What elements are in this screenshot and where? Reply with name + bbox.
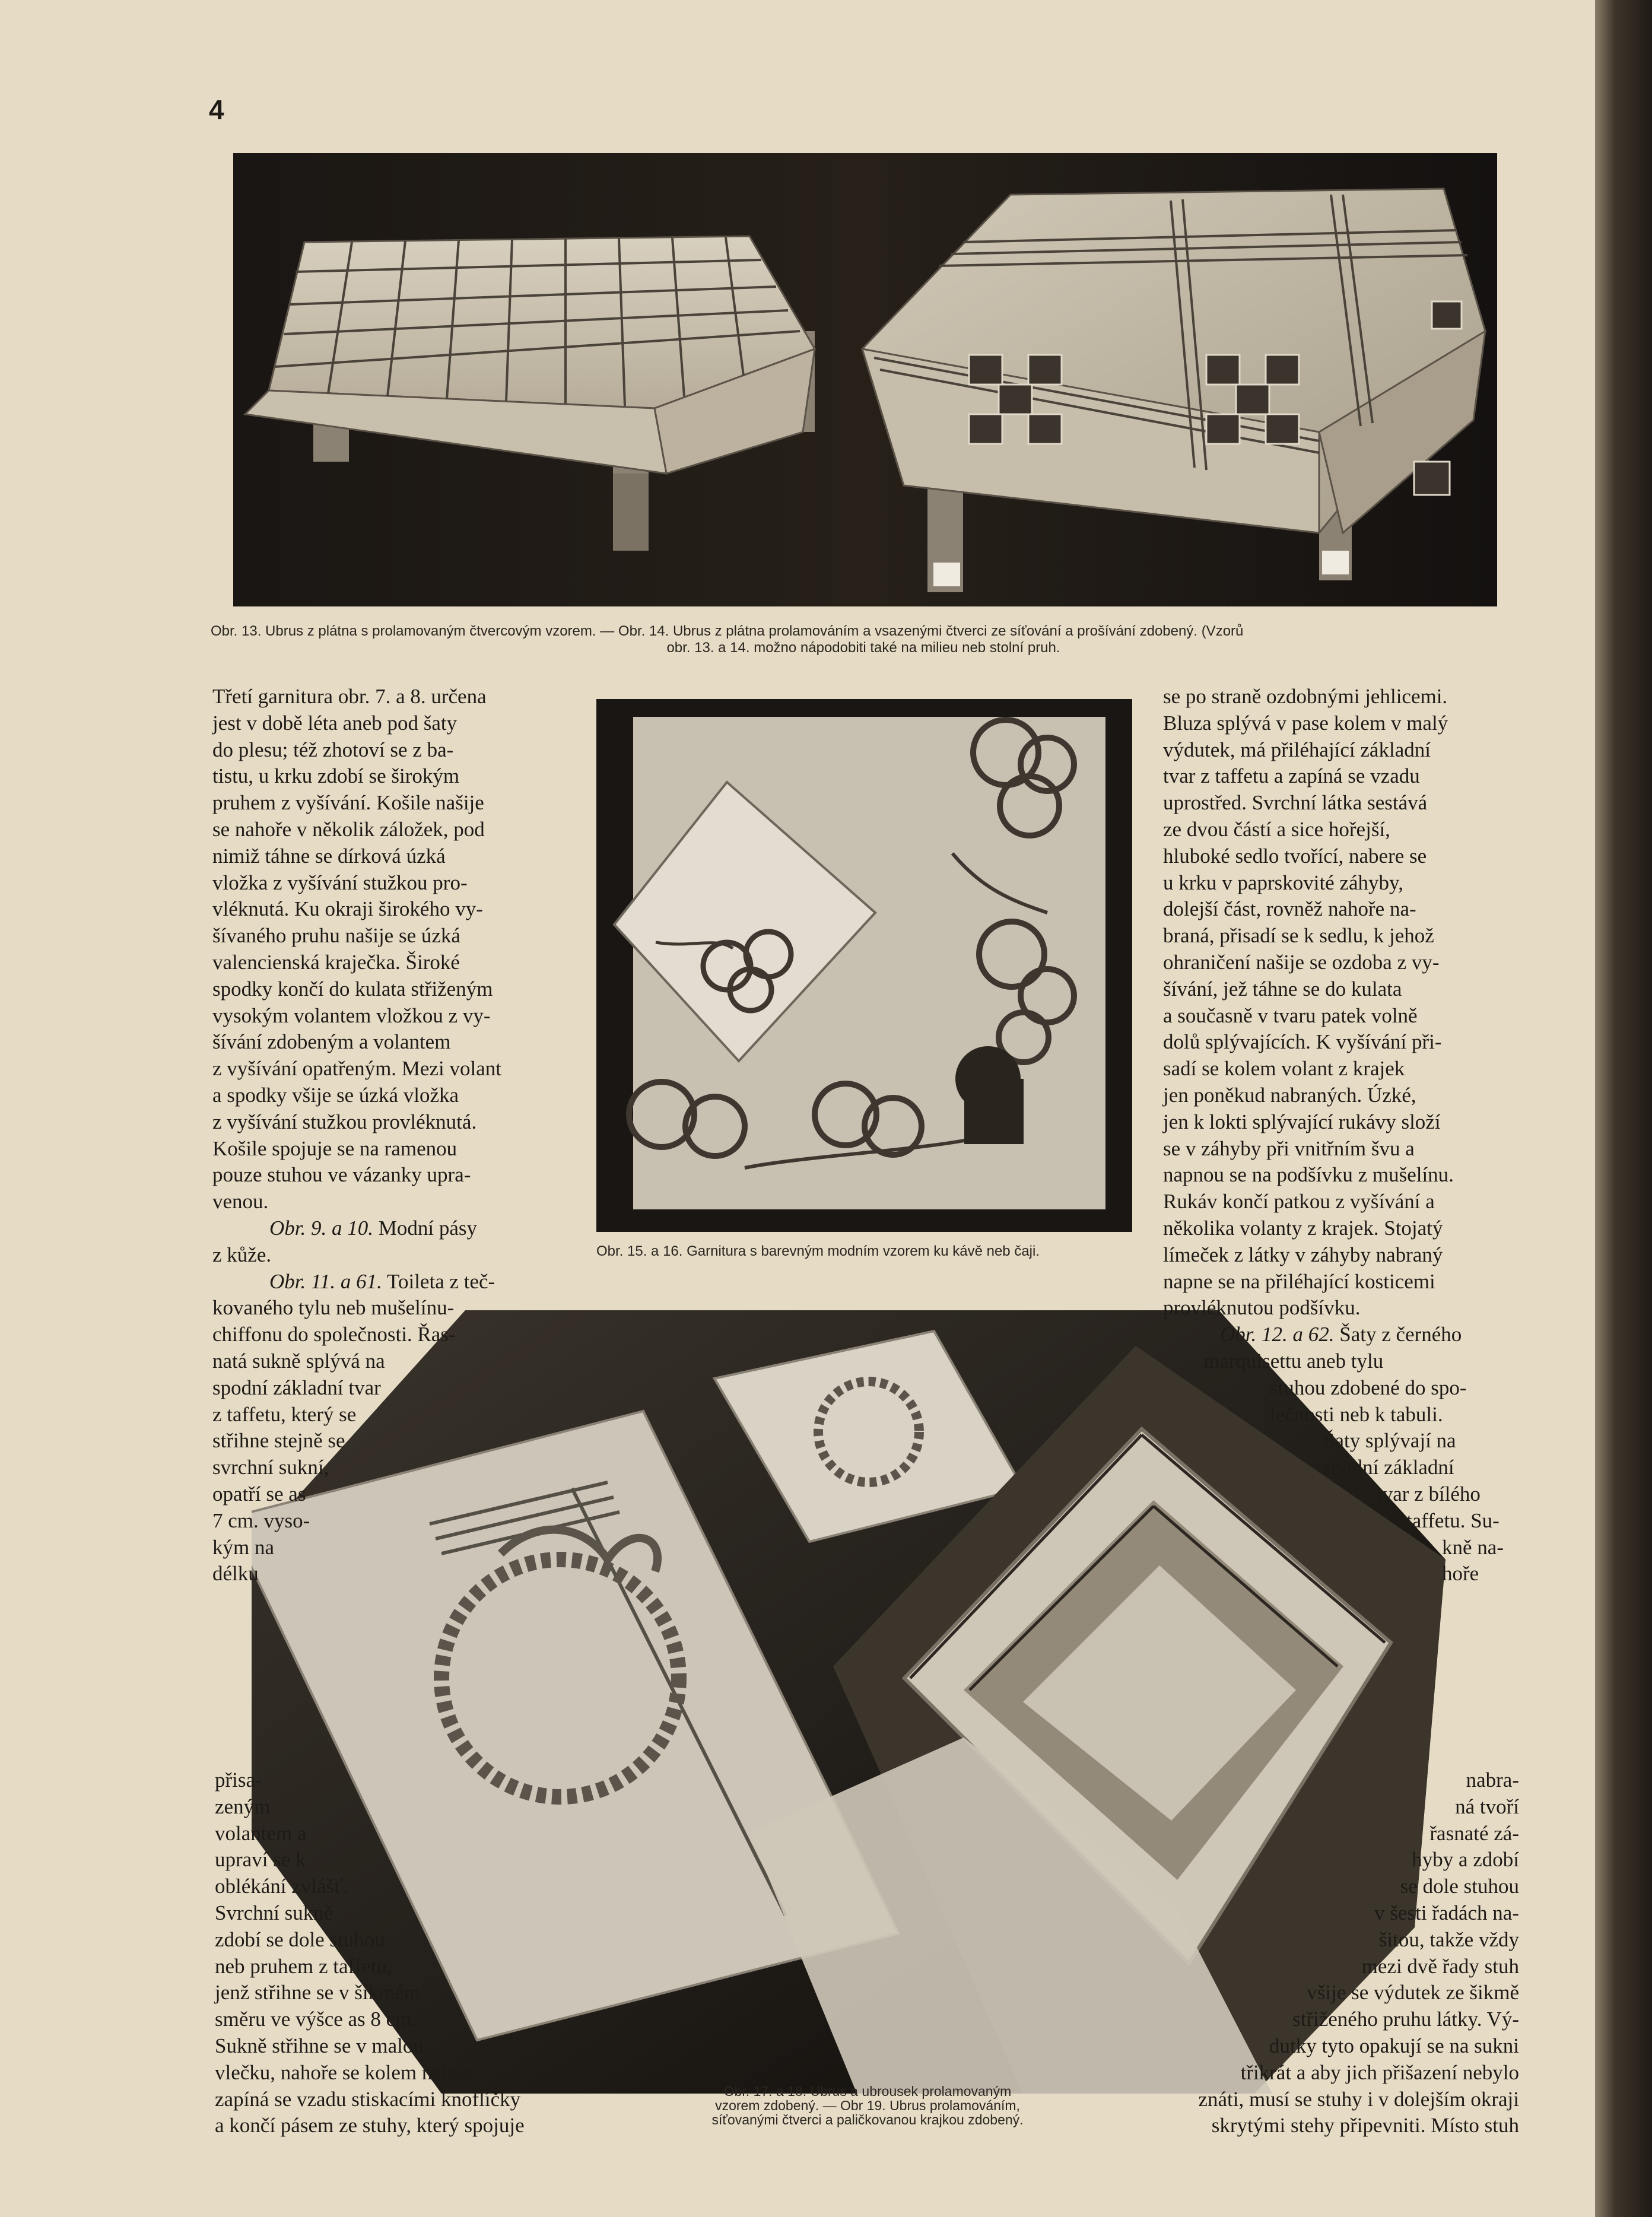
text-line: z vyšívání stužkou provléknutá. — [212, 1110, 477, 1133]
text-line: napne se na přiléhající kosticemi — [1163, 1269, 1435, 1293]
text-line: hyby a zdobí — [1412, 1848, 1519, 1872]
figure-reference: Obr. 12. a 62. — [1220, 1323, 1335, 1346]
text-line: se dole stuhou — [1400, 1875, 1519, 1898]
text-line: Sukně střihne se v malou — [215, 2034, 424, 2057]
text-line: u krku v paprskovité záhyby, — [1163, 871, 1403, 894]
wrap-block — [212, 1295, 545, 1348]
text-line: volantem a — [215, 1821, 307, 1845]
text-line: střihne stejně se — [212, 1429, 345, 1453]
text-line: se v záhyby při vnitřním švu a — [1163, 1136, 1415, 1160]
figure-reference: Obr. 9. a 10. — [269, 1216, 374, 1240]
figure-coffee-set-15-16 — [596, 699, 1132, 1232]
text-line: venou. — [212, 1190, 269, 1214]
text-line: neb pruhem z taffetu, — [215, 1954, 392, 1978]
caption-line: obr. 13. a 14. možno nápodobiti také na milieu neb stolní pruh. — [666, 640, 1060, 656]
text-line: vléknutá. Ku okraji širokého vy- — [212, 897, 483, 921]
text-line: Svrchní sukně — [215, 1901, 333, 1924]
wrap-block — [212, 1348, 479, 1402]
text-line: Bluza splývá v pase kolem v malý — [1163, 711, 1448, 735]
text-span: Modní pásy — [378, 1216, 478, 1240]
text-line: šívání, jež táhne se do kulata — [1163, 977, 1402, 1000]
text-line: dutky tyto opakují se na sukni — [1269, 2034, 1519, 2057]
text-line: tvar z taffetu a zapíná se vzadu — [1163, 764, 1420, 788]
right-column-bottom-text — [1044, 1767, 1519, 2139]
paragraph-obr-11 — [212, 1269, 564, 1295]
text-line: vysokým volantem vložkou z vy- — [212, 1003, 491, 1027]
text-line: a spodky všije se úzká vložka — [212, 1083, 459, 1107]
text-line: sadí se kolem volant z krajek — [1163, 1057, 1405, 1081]
text-line: natá sukně splývá na — [212, 1349, 385, 1373]
text-line: pruhem z vyšívání. Košile našije — [212, 791, 484, 815]
text-line: svrchní sukní, — [212, 1456, 329, 1479]
text-line: Třetí garnitura obr. 7. a 8. určena — [212, 685, 487, 708]
text-line: z vyšívání opatřeným. Mezi volant — [212, 1057, 501, 1081]
text-line: nimiž táhne se dírková úzká — [212, 844, 446, 868]
text-line: šívaného pruhu našije se úzká — [212, 924, 460, 948]
wrap-block — [212, 1402, 438, 1455]
text-line: a současně v tvaru patek volně — [1163, 1003, 1418, 1027]
text-line: hoře — [1442, 1562, 1479, 1586]
text-line: Košile spojuje se na ramenou — [212, 1136, 458, 1160]
text-line: třikrát a aby jich přišazení nebylo — [1240, 2060, 1519, 2084]
text-line: z kůže. — [212, 1243, 272, 1266]
figure-caption-17-19 — [660, 2084, 1075, 2127]
text-line: braná, přisadí se k sedlu, k jehož — [1163, 924, 1434, 948]
text-line: tvar z bílého — [1377, 1482, 1481, 1505]
text-line: zdobí se dole stuhou — [215, 1927, 385, 1951]
text-line: spodní základní — [1323, 1456, 1454, 1479]
text-line: lečnosti neb k tabuli. — [1270, 1402, 1443, 1426]
figure-tablecloths-13-14 — [233, 153, 1497, 606]
text-line: zapíná se vzadu stiskacími knoflíčky — [215, 2087, 521, 2111]
caption-line: síťovanými čtverci a paličkovanou krajkou zdobený. — [711, 2112, 1024, 2127]
text-line: Rukáv končí patkou z vyšívání a — [1163, 1190, 1435, 1214]
text-line: hluboké sedlo tvořící, nabere se — [1163, 844, 1427, 868]
text-line: do plesu; též zhotoví se z ba- — [212, 738, 454, 761]
text-line: dolejší část, rovněž nahoře na- — [1163, 897, 1416, 921]
text-line: spodky končí do kulata střiženým — [212, 977, 493, 1000]
text-span: Šaty z černého — [1339, 1323, 1462, 1346]
text-line: dolů splývajících. K vyšívání při- — [1163, 1030, 1442, 1054]
text-line: opatří se as — [212, 1482, 306, 1505]
wrap-block — [1406, 1508, 1514, 1535]
caption-line: vzorem zdobený. — Obr 19. Ubrus prolamováním, — [715, 2098, 1020, 2113]
text-line: z taffetu, který se — [212, 1402, 357, 1426]
text-line: stuhou zdobené do spo- — [1270, 1376, 1467, 1399]
text-line: a končí pásem ze stuhy, který spojuje — [215, 2114, 525, 2137]
paragraph-obr-9 — [212, 1215, 564, 1242]
text-line: jen k lokti splývající rukávy složí — [1163, 1110, 1441, 1133]
text-line: šitou, takže vždy — [1378, 1927, 1519, 1951]
text-line: upraví se k — [215, 1848, 306, 1872]
text-line: napnou se na podšívku z mušelínu. — [1163, 1163, 1454, 1187]
wrap-block — [1203, 1348, 1514, 1375]
page-number: 4 — [209, 94, 224, 125]
figure-caption-13-14 — [211, 623, 1516, 656]
text-line: nabra- — [1466, 1768, 1519, 1792]
text-line: všije se výdutek ze šikmě — [1307, 1981, 1519, 2005]
book-spine — [1595, 0, 1652, 2217]
text-line: tistu, u krku zdobí se širokým — [212, 764, 460, 788]
wrap-block — [1377, 1481, 1514, 1508]
text-span: Toileta z teč- — [387, 1269, 495, 1293]
text-line: jen poněkud nabraných. Úzké, — [1163, 1083, 1416, 1107]
text-line: v šesti řadách na- — [1374, 1901, 1519, 1924]
text-line: přisa- — [215, 1768, 262, 1792]
tablecloth-illustrations — [233, 153, 1497, 606]
figure-caption-15-16: Obr. 15. a 16. Garnitura s barevným modním vzorem ku kávě neb čaji. — [596, 1243, 1040, 1259]
text-line: límeček z látky v záhyby nabraný — [1163, 1243, 1443, 1266]
caption-line: Obr. 13. Ubrus z plátna s prolamovaným čtvercovým vzorem. — Obr. 14. Ubrus z plátna prolamováním a vsazenými čtverci ze síťování a prošívání zdobený. (Vzorů — [211, 623, 1244, 639]
text-line: ze dvou částí a sice hořejší, — [1163, 817, 1390, 841]
left-column-text — [212, 684, 564, 1587]
text-line: šívání zdobeným a volantem — [212, 1030, 451, 1054]
right-column-text — [1163, 684, 1514, 1587]
text-line: taffetu. Su- — [1406, 1508, 1499, 1532]
wrap-block — [1442, 1535, 1514, 1588]
figure-reference: Obr. 11. a 61. — [269, 1269, 382, 1293]
wrap-block — [212, 1454, 390, 1508]
text-line: zeným — [215, 1794, 271, 1818]
text-line: oblékání zvlášť. — [215, 1875, 348, 1898]
text-line: skrytými stehy připevniti. Místo stuh — [1211, 2114, 1519, 2137]
text-line: uprostřed. Svrchní látka sestává — [1163, 791, 1428, 815]
text-line: spodní základní tvar — [212, 1376, 381, 1399]
text-line: jenž střihne se v šikmém — [215, 1981, 421, 2005]
paragraph-obr-12 — [1163, 1322, 1514, 1348]
text-line: střiženého pruhu látky. Vý- — [1292, 2008, 1519, 2031]
text-line: pouze stuhou ve vázanky upra- — [212, 1163, 471, 1187]
text-line: jest v době léta aneb pod šaty — [212, 711, 458, 735]
text-line: kovaného tylu neb mušelínu- — [212, 1296, 455, 1320]
text-line: směru ve výšce as 8 cm. — [215, 2008, 417, 2031]
text-line: marquisettu aneb tylu — [1203, 1349, 1384, 1373]
text-line: provléknutou podšívku. — [1163, 1296, 1361, 1320]
text-line: výdutek, má přiléhající základní — [1163, 738, 1431, 761]
caption-line: Obr. 17. a 18. Ubrus a ubrousek prolamovaným — [723, 2083, 1012, 2099]
text-line: valencienská kraječka. Široké — [212, 950, 460, 974]
coffee-set-illustration — [596, 699, 1132, 1232]
text-line: se po straně ozdobnými jehlicemi. — [1163, 685, 1448, 708]
text-line: kně na- — [1442, 1535, 1504, 1559]
text-line: několika volanty z krajek. Stojatý — [1163, 1216, 1443, 1240]
text-line: ohraničení našije se ozdoba z vy- — [1163, 950, 1440, 974]
wrap-block — [212, 1508, 343, 1587]
text-line: chiffonu do společnosti. Řas- — [212, 1323, 456, 1346]
text-line: kým na — [212, 1535, 275, 1559]
text-line: vlečku, nahoře se kolem nabere, — [215, 2060, 482, 2084]
text-line: ná tvoří — [1455, 1794, 1519, 1818]
text-line: znáti, musí se stuhy i v dolejším okraji — [1198, 2087, 1519, 2111]
wrap-block — [1270, 1375, 1514, 1428]
text-line: mezi dvě řady stuh — [1361, 1954, 1519, 1978]
text-line: vložka z vyšívání stužkou pro- — [212, 871, 468, 894]
text-line: se nahoře v několik záložek, pod — [212, 817, 485, 841]
text-line: 7 cm. vyso- — [212, 1508, 310, 1532]
text-line: délku — [212, 1562, 259, 1586]
text-line: řasnaté zá- — [1429, 1821, 1519, 1845]
text-line: Šaty splývají na — [1323, 1429, 1456, 1453]
left-column-bottom-text — [215, 1767, 642, 2139]
wrap-block — [1323, 1428, 1514, 1481]
